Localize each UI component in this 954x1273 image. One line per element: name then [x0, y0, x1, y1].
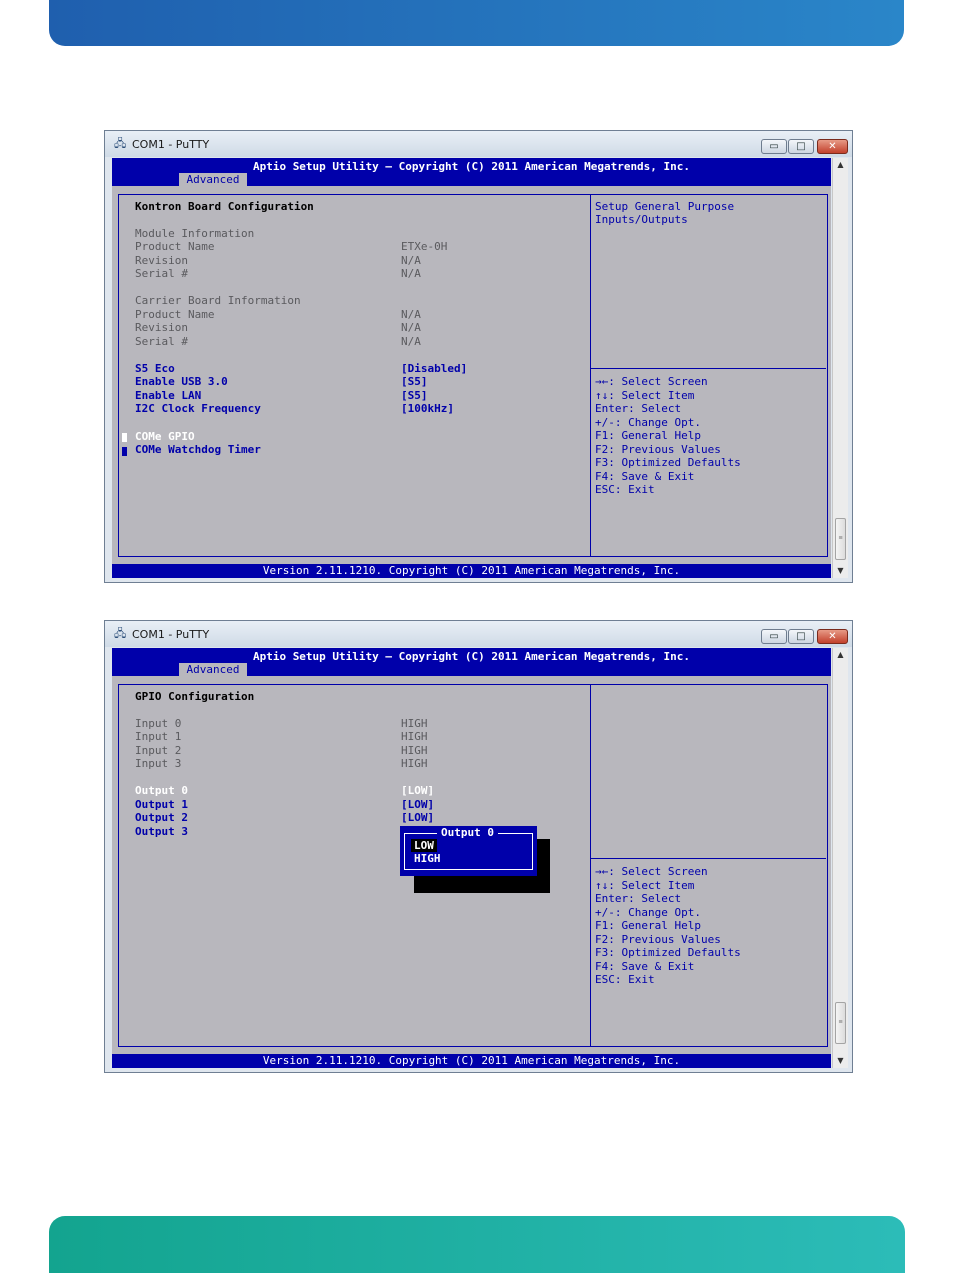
key-help: F4: Save & Exit — [595, 470, 695, 483]
top-banner — [49, 0, 904, 46]
close-button[interactable]: ✕ — [817, 629, 848, 644]
tab-advanced[interactable]: Advanced — [179, 173, 247, 186]
info-label: Serial # — [135, 267, 188, 280]
scroll-down-icon[interactable]: ▼ — [837, 566, 844, 575]
section-heading: Carrier Board Information — [135, 294, 301, 307]
info-value: N/A — [401, 335, 421, 348]
key-help: ESC: Exit — [595, 973, 655, 986]
info-label: Revision — [135, 321, 188, 334]
output-0-value[interactable]: [LOW] — [401, 784, 435, 797]
title-bar[interactable] — [105, 131, 852, 157]
maximize-button[interactable]: □ — [788, 629, 814, 644]
setting-value[interactable]: [100kHz] — [401, 402, 454, 415]
key-help: +/-: Change Opt. — [595, 416, 701, 429]
input-value: HIGH — [401, 730, 428, 743]
help-divider — [591, 368, 826, 369]
setting-i2c-clock[interactable]: I2C Clock Frequency — [135, 402, 261, 415]
panel-divider — [590, 684, 591, 1047]
info-label: Revision — [135, 254, 188, 267]
key-help: F2: Previous Values — [595, 443, 721, 456]
section-heading: Module Information — [135, 227, 255, 240]
help-divider — [591, 858, 826, 859]
putty-window-1 — [104, 130, 853, 583]
popup-title: Output 0 — [437, 826, 498, 839]
bios-header-title: Aptio Setup Utility – Copyright (C) 2011 American Megatrends, Inc. — [252, 160, 691, 173]
popup-option-low[interactable]: LOW — [414, 839, 434, 852]
info-value: N/A — [401, 267, 421, 280]
key-help: →←: Select Screen — [595, 375, 708, 388]
setting-enable-usb3[interactable]: Enable USB 3.0 — [135, 375, 228, 388]
output-1-value[interactable]: [LOW] — [401, 798, 435, 811]
key-help: ↑↓: Select Item — [595, 879, 695, 892]
maximize-button[interactable]: □ — [788, 139, 814, 154]
scroll-down-icon[interactable]: ▼ — [837, 1056, 844, 1065]
bios-footer: Version 2.11.1210. Copyright (C) 2011 American Megatrends, Inc. — [112, 1054, 831, 1068]
setting-value[interactable]: [S5] — [401, 389, 428, 402]
bios-footer: Version 2.11.1210. Copyright (C) 2011 American Megatrends, Inc. — [112, 564, 831, 578]
output-2-label[interactable]: Output 2 — [135, 811, 188, 824]
vertical-scrollbar[interactable] — [832, 158, 848, 578]
setting-enable-lan[interactable]: Enable LAN — [135, 389, 202, 402]
help-text: Setup General Purpose — [595, 200, 735, 213]
setting-value[interactable]: [Disabled] — [401, 362, 468, 375]
bottom-banner — [49, 1216, 905, 1273]
putty-icon: 🖧 — [114, 137, 127, 150]
putty-window-2 — [104, 620, 853, 1073]
vertical-scrollbar[interactable] — [832, 648, 848, 1068]
submenu-come-gpio[interactable]: COMe GPIO — [135, 430, 195, 443]
setting-value[interactable]: [S5] — [401, 375, 428, 388]
submenu-come-watchdog[interactable]: COMe Watchdog Timer — [135, 443, 261, 456]
info-label: Product Name — [135, 240, 215, 253]
output-1-label[interactable]: Output 1 — [135, 798, 188, 811]
key-help: ESC: Exit — [595, 483, 655, 496]
key-help: F3: Optimized Defaults — [595, 946, 741, 959]
putty-icon: 🖧 — [114, 627, 127, 640]
submenu-arrow-icon — [122, 447, 127, 456]
panel-divider — [590, 194, 591, 557]
info-value: N/A — [401, 321, 421, 334]
popup-option-high[interactable]: HIGH — [414, 852, 441, 865]
info-value: N/A — [401, 308, 421, 321]
info-label: Product Name — [135, 308, 215, 321]
scroll-up-icon[interactable]: ▲ — [837, 650, 844, 659]
info-value: N/A — [401, 254, 421, 267]
input-label: Input 2 — [135, 744, 182, 757]
bios-header — [112, 158, 831, 186]
info-value: ETXe-0H — [401, 240, 448, 253]
key-help: Enter: Select — [595, 892, 682, 905]
close-button[interactable]: ✕ — [817, 139, 848, 154]
input-label: Input 0 — [135, 717, 182, 730]
key-help: +/-: Change Opt. — [595, 906, 701, 919]
minimize-button[interactable]: ▭ — [761, 629, 787, 644]
window-title: COM1 - PuTTY — [132, 138, 210, 151]
key-help: ↑↓: Select Item — [595, 389, 695, 402]
info-label: Serial # — [135, 335, 188, 348]
input-label: Input 1 — [135, 730, 182, 743]
help-text: Inputs/Outputs — [595, 213, 688, 226]
title-bar[interactable] — [105, 621, 852, 647]
key-help: F3: Optimized Defaults — [595, 456, 741, 469]
key-help: F1: General Help — [595, 429, 701, 442]
window-title: COM1 - PuTTY — [132, 628, 210, 641]
key-help: F4: Save & Exit — [595, 960, 695, 973]
minimize-button[interactable]: ▭ — [761, 139, 787, 154]
tab-advanced[interactable]: Advanced — [179, 663, 247, 676]
key-help: Enter: Select — [595, 402, 682, 415]
scroll-up-icon[interactable]: ▲ — [837, 160, 844, 169]
key-help: →←: Select Screen — [595, 865, 708, 878]
scrollbar-thumb[interactable]: ≡ — [835, 518, 846, 560]
output-2-value[interactable]: [LOW] — [401, 811, 435, 824]
bios-header — [112, 648, 831, 676]
input-value: HIGH — [401, 717, 428, 730]
key-help: F2: Previous Values — [595, 933, 721, 946]
input-value: HIGH — [401, 744, 428, 757]
input-label: Input 3 — [135, 757, 182, 770]
output-3-label[interactable]: Output 3 — [135, 825, 188, 838]
key-help: F1: General Help — [595, 919, 701, 932]
bios-header-title: Aptio Setup Utility – Copyright (C) 2011 American Megatrends, Inc. — [252, 650, 691, 663]
output-0-label[interactable]: Output 0 — [135, 784, 188, 797]
page-title: GPIO Configuration — [135, 690, 255, 703]
terminal-screen[interactable] — [112, 648, 831, 1068]
submenu-arrow-icon — [122, 433, 127, 442]
page-title: Kontron Board Configuration — [135, 200, 314, 213]
terminal-screen[interactable] — [112, 158, 831, 578]
setting-s5-eco[interactable]: S5 Eco — [135, 362, 175, 375]
scrollbar-thumb[interactable]: ≡ — [835, 1002, 846, 1044]
input-value: HIGH — [401, 757, 428, 770]
